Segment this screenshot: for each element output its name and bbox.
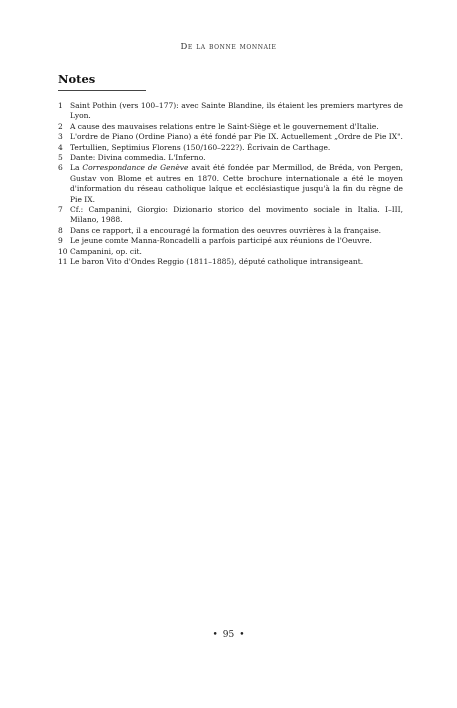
page-footer (0, 630, 457, 640)
note-item (58, 143, 403, 153)
note-number: 2 (58, 121, 63, 131)
page-number: 95 (222, 630, 235, 640)
note-text: A cause des mauvaises relations entre le Saint-Siège et le gouvernement d'Italie. (70, 121, 379, 131)
note-number: 3 (58, 132, 63, 142)
running-header: De la bonne monnaie (180, 42, 277, 52)
note-number: 10 (58, 246, 68, 256)
note-item (58, 153, 403, 163)
note-text-before: La (70, 163, 83, 173)
footer-bullet-right: • (239, 630, 245, 640)
note-item (58, 257, 403, 267)
note-text: L'ordre de Piano (Ordine Piano) a été fondé par Pie IX. Actuellement „Ordre de Pie IX". (70, 132, 403, 142)
note-text: Le jeune comte Manna-Roncadelli a parfois participé aux réunions de l'Oeuvre. (70, 236, 372, 246)
footer-bullet-left: • (212, 630, 218, 640)
note-item (58, 247, 403, 257)
note-item (58, 163, 403, 205)
note-text-after: avait été fondée par Mermillod, de Bréda, von Pergen, Gustav von Blome et autres en 1870. Cette brochure internationale a été le moyen d'information du réseau catholique laïque et ecclésiastique jusqu'à la fin du règne de Pie IX. (70, 163, 403, 204)
note-item (58, 101, 403, 122)
note-text-italic-title: Correspondance de Genève (82, 163, 189, 173)
note-text: Saint Pothin (vers 100–177): avec Sainte Blandine, ils étaient les premiers martyres de Lyon. (70, 101, 403, 121)
note-number: 9 (58, 236, 63, 246)
note-text: Dante: Divina commedia. L'Inferno. (70, 153, 206, 163)
note-number: 5 (58, 153, 63, 163)
note-item (58, 236, 403, 246)
note-number: 1 (58, 101, 63, 110)
note-number: 4 (58, 142, 63, 152)
note-item (58, 226, 403, 236)
note-text: Tertullien, Septimius Florens (150/160–222?). Écrivain de Carthage. (70, 142, 331, 152)
note-text: Campanini, op. cit. (70, 246, 142, 256)
note-item (58, 132, 403, 142)
note-number: 6 (58, 163, 63, 173)
heading-rule (58, 90, 146, 91)
notes-heading: Notes (58, 72, 96, 86)
note-text: Le baron Vito d'Ondes Reggio (1811–1885), député catholique intransigeant. (70, 257, 364, 267)
note-number: 8 (58, 225, 63, 235)
note-item (58, 205, 403, 226)
note-item (58, 122, 403, 132)
note-text (70, 163, 403, 205)
notes-list (58, 101, 403, 268)
note-number: 7 (58, 205, 63, 215)
note-text: Cf.: Campanini, Giorgio: Dizionario storico del movimento sociale in Italia. I–III, Milano, 1988. (70, 205, 403, 225)
note-text: Dans ce rapport, il a encouragé la formation des oeuvres ouvrières à la française. (70, 225, 382, 235)
note-number: 11 (58, 257, 68, 267)
